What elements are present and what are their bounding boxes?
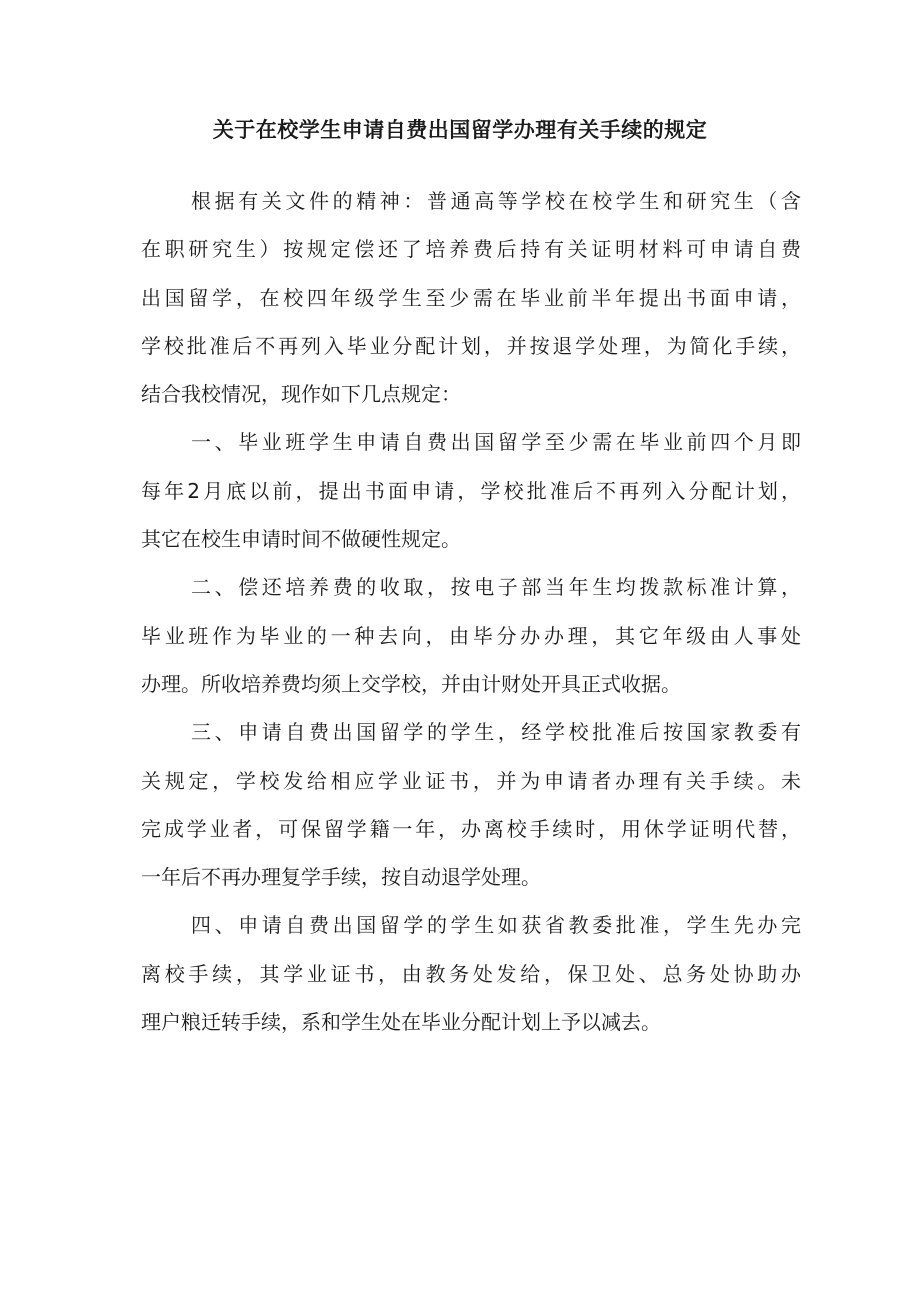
paragraph-rule-4 — [141, 909, 801, 1054]
paragraph-line: 结合我校情况，现作如下几点规定： — [141, 382, 461, 407]
paragraph-line: 根据有关文件的精神：普通高等学校在校学生和研究生（含 — [191, 189, 801, 213]
paragraph-rule-1 — [141, 426, 801, 571]
paragraph-intro — [141, 185, 801, 426]
paragraph-line: 一年后不再办理复学手续，按自动退学处理。 — [141, 865, 541, 890]
paragraph-line: 理户粮迁转手续，系和学生处在毕业分配计划上予以减去。 — [141, 1010, 661, 1035]
paragraph-line: 完成学业者，可保留学籍一年，办离校手续时，用休学证明代替， — [141, 816, 801, 841]
paragraph-line: 二、偿还培养费的收取，按电子部当年生均拨款标准计算， — [191, 575, 801, 600]
paragraph-line: 一、毕业班学生申请自费出国留学至少需在毕业前四个月即 — [191, 430, 801, 455]
document-body — [141, 185, 801, 1054]
paragraph-line: 关规定，学校发给相应学业证书，并为申请者办理有关手续。未 — [141, 768, 801, 793]
paragraph-rule-2 — [141, 571, 801, 716]
paragraph-line: 四、申请自费出国留学的学生如获省教委批准，学生先办完 — [191, 913, 801, 938]
document-title: 关于在校学生申请自费出国留学办理有关手续的规定 — [212, 118, 708, 142]
paragraph-line: 办理。所收培养费均须上交学校，并由计财处开具正式收据。 — [141, 671, 681, 696]
paragraph-line: 每年2月底以前，提出书面申请，学校批准后不再列入分配计划， — [141, 478, 801, 503]
paragraph-line: 三、申请自费出国留学的学生，经学校批准后按国家教委有 — [191, 720, 801, 745]
paragraph-line: 在职研究生）按规定偿还了培养费后持有关证明材料可申请自费 — [141, 237, 801, 262]
paragraph-line: 毕业班作为毕业的一种去向，由毕分办办理，其它年级由人事处 — [141, 623, 801, 648]
paragraph-line: 其它在校生申请时间不做硬性规定。 — [141, 527, 461, 552]
paragraph-rule-3 — [141, 716, 801, 909]
paragraph-line: 出国留学，在校四年级学生至少需在毕业前半年提出书面申请， — [141, 285, 801, 310]
paragraph-line: 学校批准后不再列入毕业分配计划，并按退学处理，为简化手续， — [141, 333, 801, 358]
paragraph-line: 离校手续，其学业证书，由教务处发给，保卫处、总务处协助办 — [141, 961, 801, 986]
